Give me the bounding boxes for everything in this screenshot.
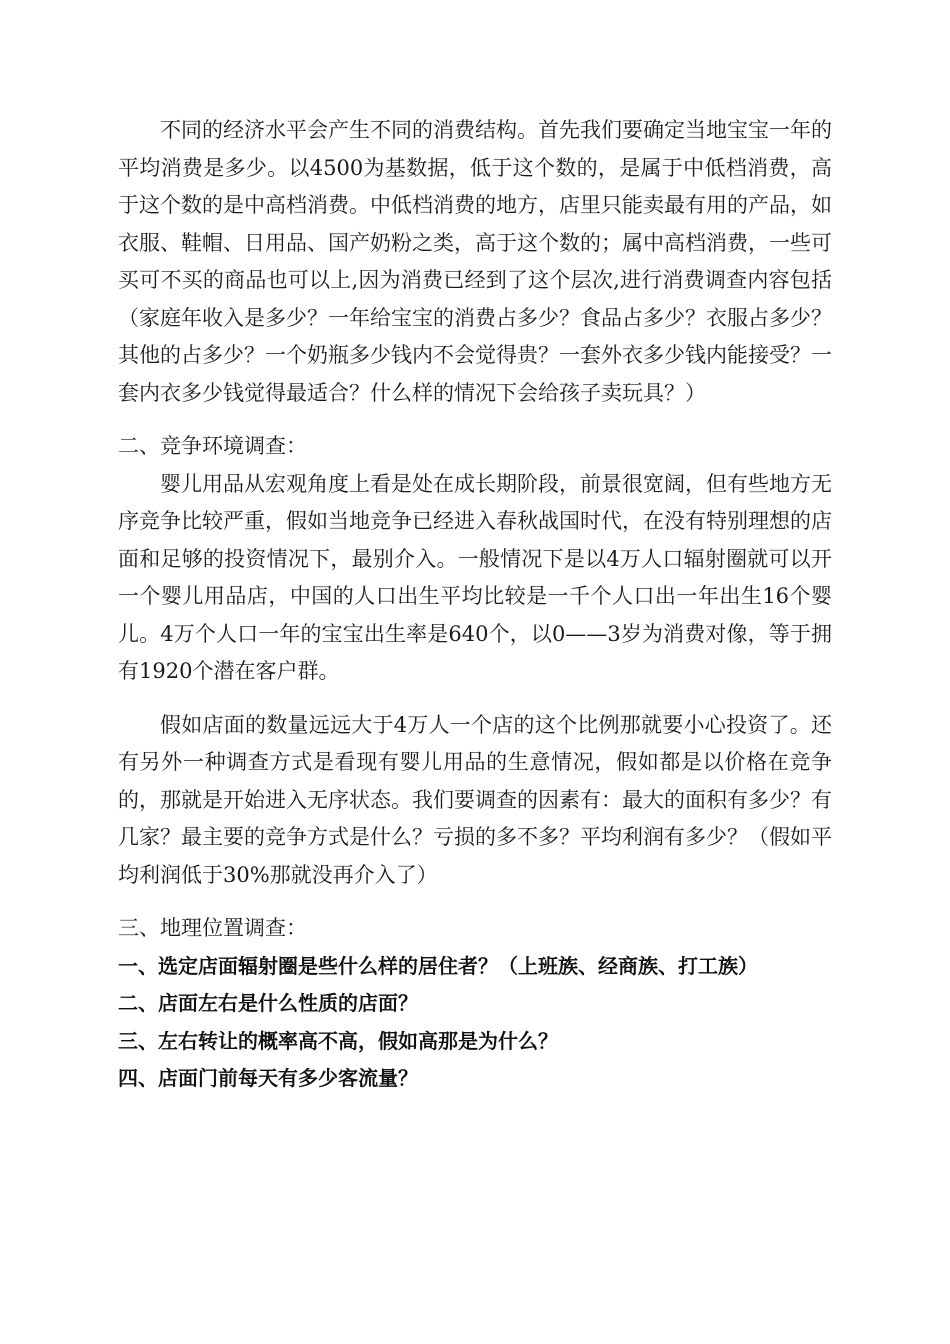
- paragraph-competition-environment: 婴儿用品从宏观角度上看是处在成长期阶段，前景很宽阔，但有些地方无序竞争比较严重，假如当地竞争已经进入春秋战国时代，在没有特别理想的店面和足够的投资情况下，最别介入。一般情况下是以4万人口辐射圈就可以开一个婴儿用品店，中国的人口出生平均比较是一千个人口出一年出生16个婴儿。4万个人口一年的宝宝出生率是640个，以0——3岁为消费对像，等于拥有1920个潜在客户群。: [118, 471, 832, 683]
- location-question-foot-traffic: 四、店面门前每天有多少客流量？: [118, 1066, 418, 1090]
- paragraph-consumption-structure: 不同的经济水平会产生不同的消费结构。首先我们要确定当地宝宝一年的平均消费是多少。以4500为基数据，低于这个数的，是属于中低档消费，高于这个数的是中高档消费。中低档消费的地方，店里只能卖最有用的产品，如衣服、鞋帽、日用品、国产奶粉之类，高于这个数的；属中高档消费，一些可买可不买的商品也可以上,因为消费已经到了这个层次,进行消费调查内容包括（家庭年收入是多少？一年给宝宝的消费占多少？食品占多少？衣服占多少？其他的占多少？一个奶瓶多少钱内不会觉得贵？一套外衣多少钱内能接受？一套内衣多少钱觉得最适合？什么样的情况下会给孩子卖玩具？）: [118, 118, 832, 405]
- location-question-transfer-rate: 三、左右转让的概率高不高，假如高那是为什么？: [118, 1028, 558, 1053]
- section-heading-location: 三、地理位置调查：: [118, 916, 307, 940]
- location-question-neighbor-shops: 二、店面左右是什么性质的店面？: [118, 991, 418, 1015]
- document-body: [118, 112, 832, 1098]
- paragraph-investment-caution: 假如店面的数量远远大于4万人一个店的这个比例那就要小心投资了。还有另外一种调查方式是看现有婴儿用品的生意情况，假如都是以价格在竞争的，那就是开始进入无序状态。我们要调查的因素有：最大的面积有多少？有几家？最主要的竞争方式是什么？亏损的多不多？平均利润有多少？（假如平均利润低于30%那就没再介入了）: [118, 712, 832, 887]
- section-heading-competition: 二、竞争环境调查：: [118, 434, 307, 458]
- location-question-residents: 一、选定店面辐射圈是些什么样的居住者？（上班族、经商族、打工族）: [118, 953, 758, 978]
